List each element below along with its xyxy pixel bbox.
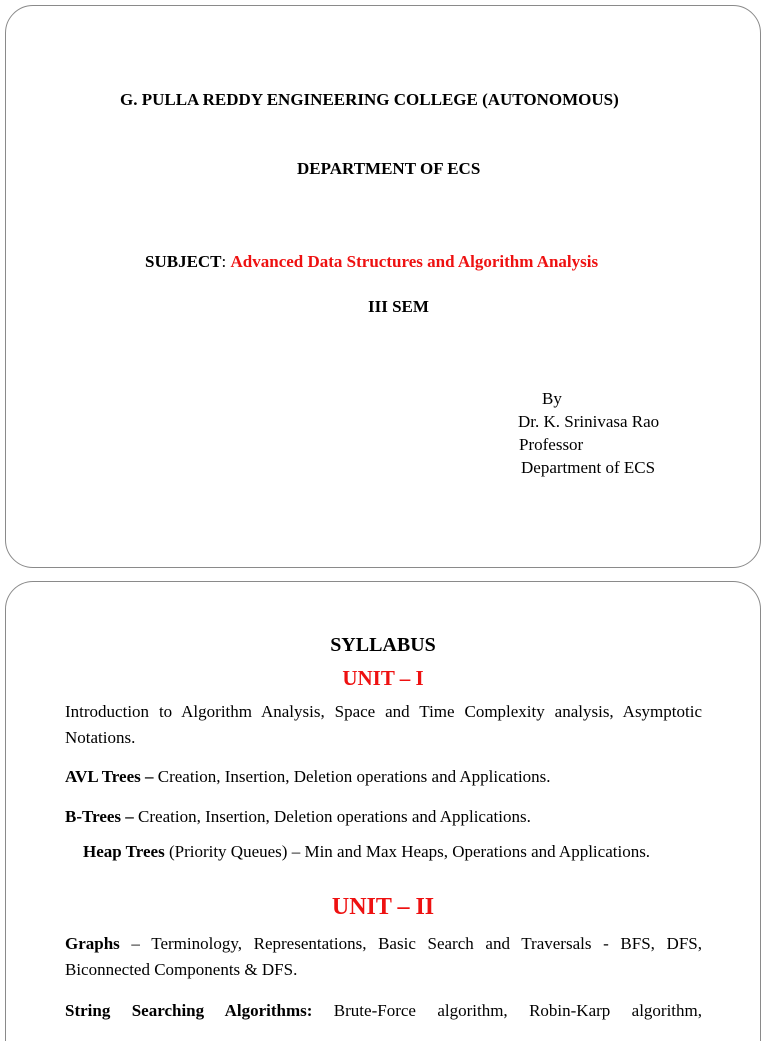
avl-trees-term: AVL Trees – xyxy=(65,767,154,786)
string-search-item xyxy=(65,998,702,1024)
graphs-text: – Terminology, Representations, Basic Search and Traversals - BFS, DFS, Biconnected Components & DFS. xyxy=(65,934,702,979)
b-trees-item xyxy=(65,804,702,830)
author-name: Dr. K. Srinivasa Rao xyxy=(518,412,660,431)
graphs-item xyxy=(65,931,702,983)
subject-value: Advanced Data Structures and Algorithm Analysis xyxy=(230,252,599,271)
cover-slide xyxy=(5,5,761,568)
author-designation: Professor xyxy=(519,435,584,454)
unit-1-heading: UNIT – I xyxy=(342,666,424,690)
syllabus-title: SYLLABUS xyxy=(330,634,436,656)
unit-1-intro: Introduction to Algorithm Analysis, Space and Time Complexity analysis, Asymptotic Notations. xyxy=(65,702,702,747)
unit-2-heading: UNIT – II xyxy=(331,894,435,920)
subject-line xyxy=(145,252,598,272)
author-department: Department of ECS xyxy=(521,458,656,477)
b-trees-term: B-Trees – xyxy=(65,807,134,826)
string-search-text: Brute-Force algorithm, Robin-Karp algorithm, xyxy=(312,1001,703,1020)
college-name: G. PULLA REDDY ENGINEERING COLLEGE (AUTONOMOUS) xyxy=(120,90,619,109)
avl-trees-item xyxy=(65,764,702,790)
avl-trees-text: Creation, Insertion, Deletion operations and Applications. xyxy=(153,767,551,786)
subject-separator: : xyxy=(221,252,227,271)
semester: III SEM xyxy=(368,297,429,316)
subject-label: SUBJECT xyxy=(145,252,222,271)
heap-trees-text: (Priority Queues) – Min and Max Heaps, Operations and Applications. xyxy=(164,842,651,861)
department-heading: DEPARTMENT OF ECS xyxy=(297,159,481,178)
by-label: By xyxy=(542,389,562,408)
b-trees-text: Creation, Insertion, Deletion operations and Applications. xyxy=(133,807,531,826)
heap-trees-item xyxy=(65,840,702,863)
heap-trees-term: Heap Trees xyxy=(83,842,165,861)
graphs-term: Graphs xyxy=(65,934,120,953)
string-search-term: String Searching Algorithms: xyxy=(65,1001,313,1020)
syllabus-slide xyxy=(5,581,761,1041)
